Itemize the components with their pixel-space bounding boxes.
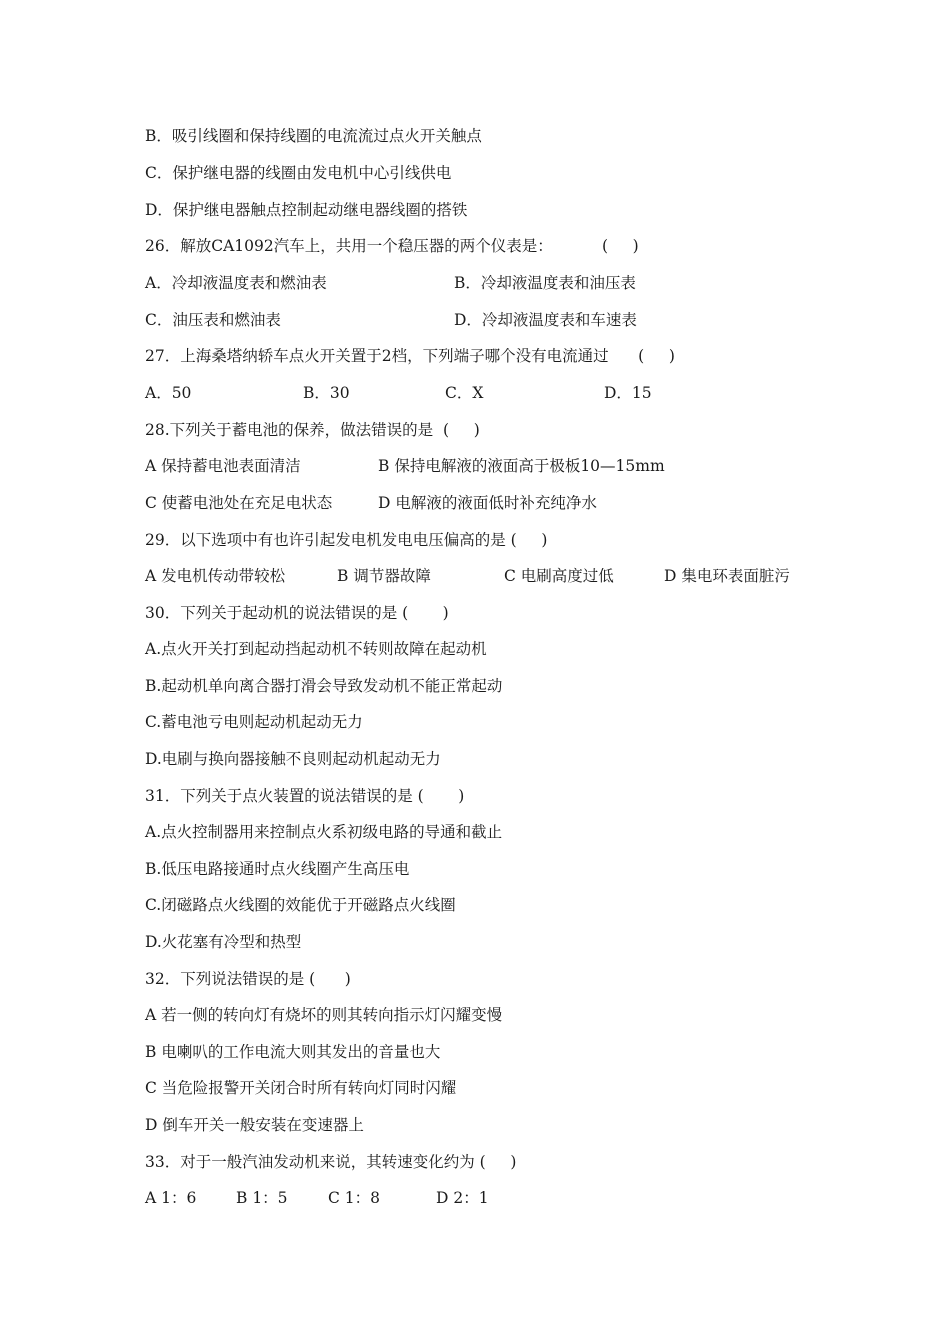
q25-option-c: C．保护继电器的线圈由发电机中心引线供电: [145, 164, 452, 182]
q29-option-c: C 电刷高度过低: [504, 567, 614, 585]
q27-option-b: B．30: [303, 384, 350, 402]
q27-option-d: D．15: [604, 384, 652, 402]
q32-option-c: C 当危险报警开关闭合时所有转向灯同时闪耀: [145, 1079, 457, 1097]
q30-option-b: B.起动机单向离合器打滑会导致发动机不能正常起动: [145, 677, 503, 695]
q26-stem: 26．解放CA1092汽车上，共用一个稳压器的两个仪表是： ( ): [145, 237, 639, 255]
q33-option-b: B 1：5: [236, 1189, 288, 1207]
q32-option-d: D 倒车开关一般安装在变速器上: [145, 1116, 364, 1134]
q28-option-b: B 保持电解液的液面高于极板10—15mm: [378, 457, 665, 475]
q30-option-a: A.点火开关打到起动挡起动机不转则故障在起动机: [145, 640, 487, 658]
q28-stem: 28.下列关于蓄电池的保养，做法错误的是 ( ): [145, 421, 480, 439]
q26-option-b: B．冷却液温度表和油压表: [454, 274, 636, 292]
q25-option-b: B．吸引线圈和保持线圈的电流流过点火开关触点: [145, 127, 482, 145]
q29-option-d: D 集电环表面脏污: [664, 567, 790, 585]
q27-option-a: A．50: [145, 384, 192, 402]
q29-stem: 29．以下选项中有也许引起发电机发电电压偏高的是 ( ): [145, 531, 548, 549]
q31-option-d: D.火花塞有冷型和热型: [145, 933, 302, 951]
q26-option-d: D．冷却液温度表和车速表: [454, 311, 637, 329]
q32-stem: 32．下列说法错误的是 ( ): [145, 970, 351, 988]
q33-option-c: C 1：8: [328, 1189, 381, 1207]
q33-option-a: A 1：6: [145, 1189, 197, 1207]
q31-option-b: B.低压电路接通时点火线圈产生高压电: [145, 860, 410, 878]
q28-option-c: C 使蓄电池处在充足电状态: [145, 494, 333, 512]
q29-option-a: A 发电机传动带较松: [145, 567, 286, 585]
q31-option-a: A.点火控制器用来控制点火系初级电路的导通和截止: [145, 823, 503, 841]
q28-option-a: A 保持蓄电池表面清洁: [145, 457, 301, 475]
q30-stem: 30．下列关于起动机的说法错误的是 ( ): [145, 604, 449, 622]
q33-option-d: D 2：1: [436, 1189, 489, 1207]
q30-option-c: C.蓄电池亏电则起动机起动无力: [145, 713, 363, 731]
q25-option-d: D．保护继电器触点控制起动继电器线圈的搭铁: [145, 201, 468, 219]
q26-option-c: C．油压表和燃油表: [145, 311, 281, 329]
q27-option-c: C．X: [445, 384, 484, 402]
q29-option-b: B 调节器故障: [337, 567, 431, 585]
q26-option-a: A．冷却液温度表和燃油表: [145, 274, 327, 292]
q31-stem: 31．下列关于点火装置的说法错误的是 ( ): [145, 787, 465, 805]
q31-option-c: C.闭磁路点火线圈的效能优于开磁路点火线圈: [145, 896, 456, 914]
q28-option-d: D 电解液的液面低时补充纯净水: [378, 494, 597, 512]
q33-stem: 33．对于一般汽油发动机来说，其转速变化约为 ( ): [145, 1153, 517, 1171]
q32-option-a: A 若一侧的转向灯有烧坏的则其转向指示灯闪耀变慢: [145, 1006, 503, 1024]
q30-option-d: D.电刷与换向器接触不良则起动机起动无力: [145, 750, 441, 768]
q32-option-b: B 电喇叭的工作电流大则其发出的音量也大: [145, 1043, 441, 1061]
q27-stem: 27．上海桑塔纳轿车点火开关置于2档，下列端子哪个没有电流通过 ( ): [145, 347, 675, 365]
